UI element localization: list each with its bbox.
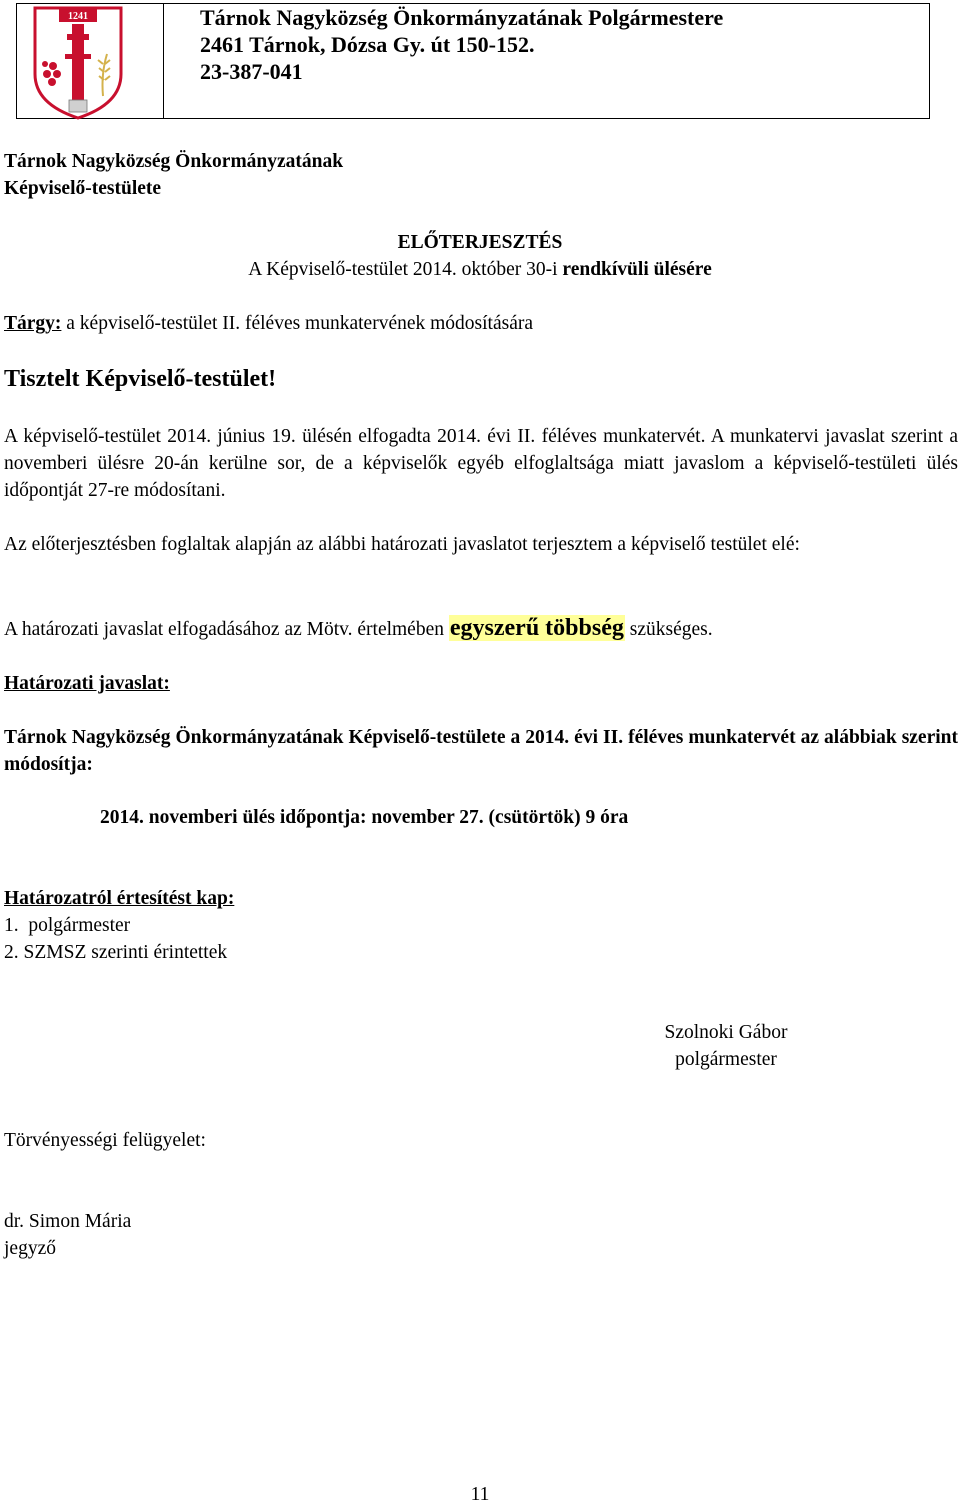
notify-label: Határozatról értesítést kap: — [4, 888, 235, 909]
coat-of-arms-icon — [29, 4, 127, 120]
addressee-line-1: Tárnok Nagyközség Önkormányzatának — [4, 151, 344, 172]
signature-role: polgármester — [675, 1049, 777, 1070]
paragraph-3-prefix: A határozati javaslat elfogadásához az Mötv. értelmében — [4, 619, 449, 640]
page-number: 11 — [470, 1484, 490, 1505]
paragraph-3 — [4, 614, 713, 644]
legal-role: jegyző — [4, 1238, 56, 1259]
subtitle-text: A Képviselő-testület 2014. október 30-i — [248, 259, 563, 280]
subtitle-bold: rendkívüli ülésére — [562, 259, 712, 280]
notify-item-1: 1. polgármester — [4, 915, 131, 936]
subject-line — [4, 311, 533, 337]
legal-label: Törvényességi felügyelet: — [4, 1130, 206, 1151]
subject-text: a képviselő-testület II. féléves munkatervének módosítására — [61, 313, 534, 334]
majority-highlight: egyszerű többség — [449, 615, 624, 641]
letterhead-phone: 23-387-041 — [200, 59, 303, 84]
resolution-item: 2014. novemberi ülés időpontja: november 27. (csütörtök) 9 óra — [100, 807, 629, 828]
notify-item-2: 2. SZMSZ szerinti érintettek — [4, 942, 228, 963]
paragraph-1: A képviselő-testület 2014. június 19. ülésén elfogadta 2014. évi II. féléves munkatervét. A munkatervi javaslat szerint a novemberi ülésre 20-án kerülne sor, de a képviselők egyéb elfoglaltsága miatt javaslom a képviselő-testületi ülés időpontját 27-re módosítani. — [4, 426, 958, 501]
letterhead-address: 2461 Tárnok, Dózsa Gy. út 150-152. — [200, 32, 535, 57]
salutation: Tisztelt Képviselő-testület! — [4, 366, 277, 392]
resolution-text: Tárnok Nagyközség Önkormányzatának Képviselő-testülete a 2014. évi II. féléves munkatervét az alábbiak szerint módosítja: — [4, 727, 958, 775]
document-subtitle — [0, 257, 960, 283]
signature-name: Szolnoki Gábor — [664, 1022, 788, 1043]
paragraph-3-suffix: szükséges. — [624, 619, 713, 640]
letterhead-title: Tárnok Nagyközség Önkormányzatának Polgármestere — [200, 5, 724, 30]
addressee-line-2: Képviselő-testülete — [4, 178, 162, 199]
letterhead-divider — [163, 4, 164, 118]
document-heading: ELŐTERJESZTÉS — [397, 232, 563, 253]
paragraph-2: Az előterjesztésben foglaltak alapján az alábbi határozati javaslatot terjesztem a képviselő testület elé: — [4, 534, 800, 555]
crest-year: 1241 — [68, 11, 88, 22]
resolution-label: Határozati javaslat: — [4, 673, 170, 694]
subject-label: Tárgy: — [4, 313, 62, 334]
legal-name: dr. Simon Mária — [4, 1211, 132, 1232]
